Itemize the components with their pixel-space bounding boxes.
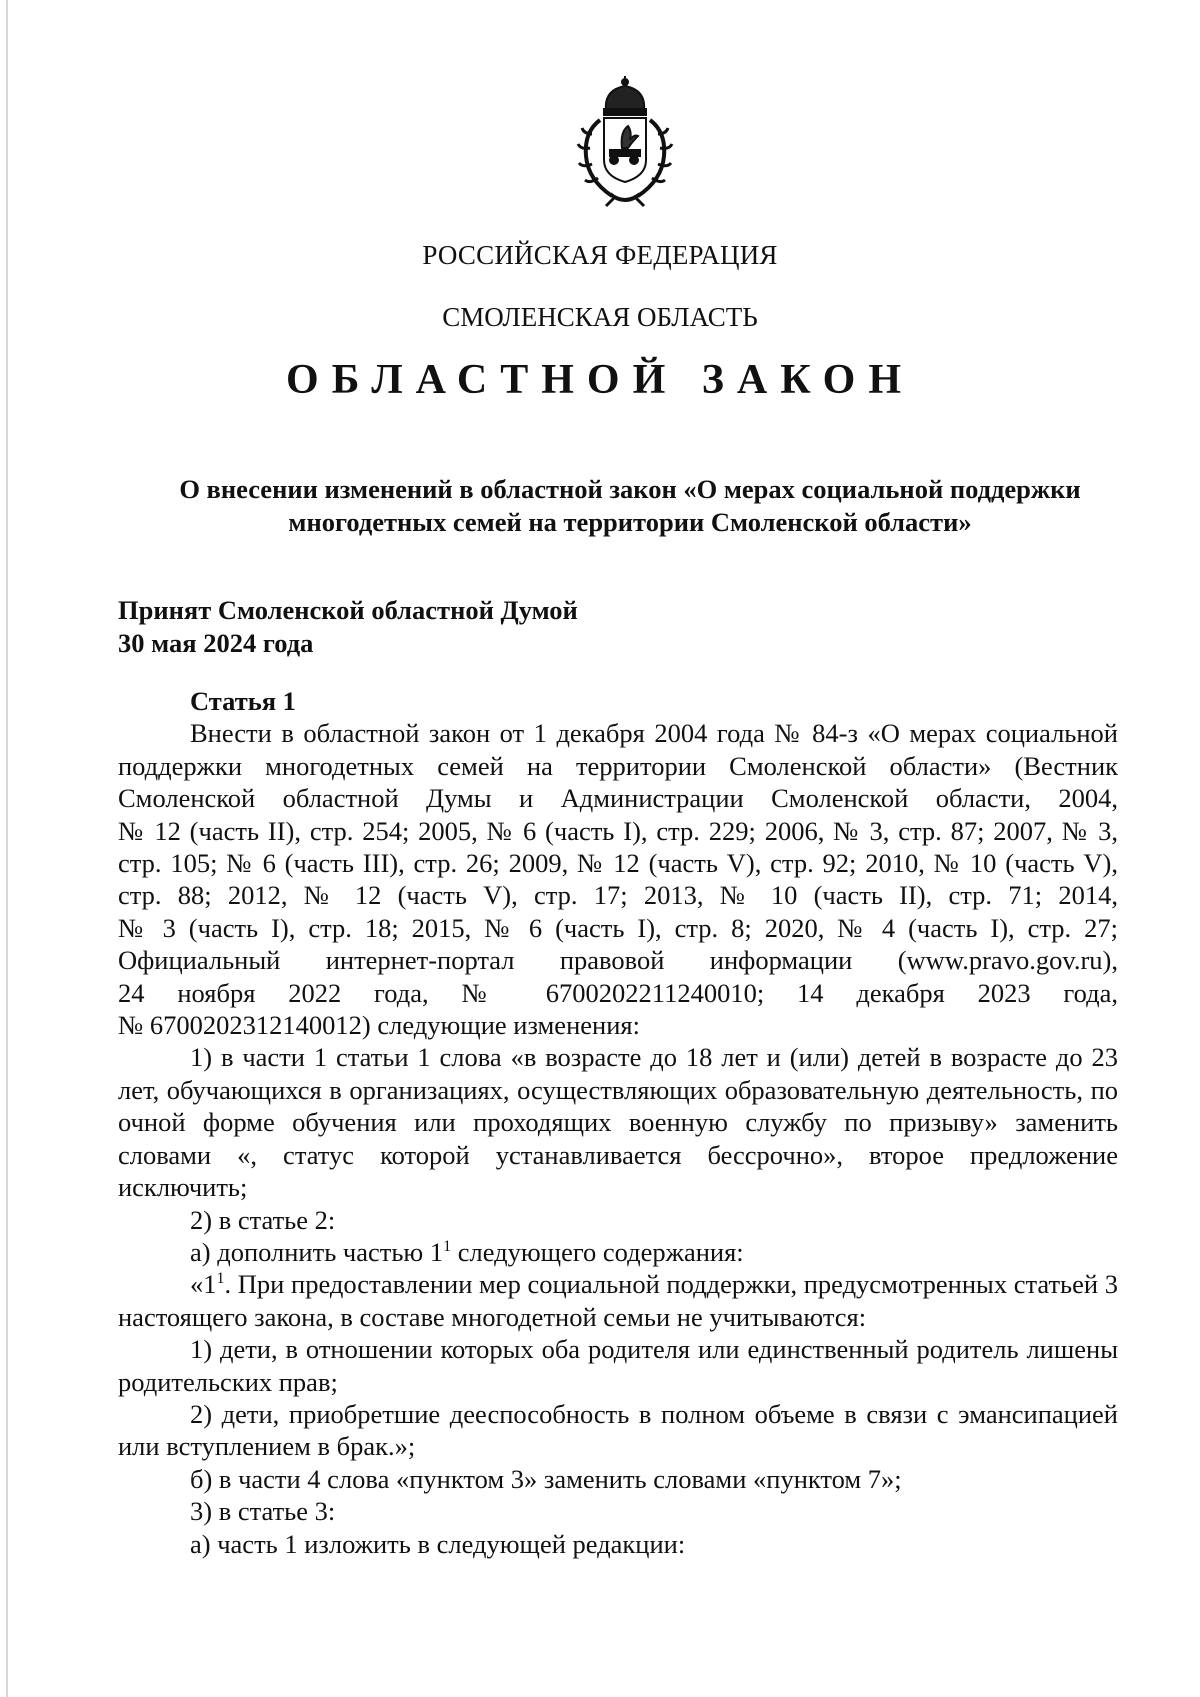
- intro-line: № 3 (часть I), стр. 18; 2015, № 6 (часть I), стр. 8; 2020, № 4 (часть I), стр. 27;: [118, 912, 1118, 943]
- intro-line: Внести в областной закон от 1 декабря 2004 года № 84-з «О мерах социальной: [190, 718, 1118, 749]
- article-intro-paragraph: [118, 717, 1118, 1041]
- intro-line: № 6700202312140012) следующие изменения:: [118, 1010, 640, 1041]
- intro-line: стр. 88; 2012, № 12 (часть V), стр. 17; 2013, № 10 (часть II), стр. 71; 2014,: [118, 880, 1118, 911]
- superscript: 1: [443, 1238, 452, 1256]
- adoption-info: [118, 594, 578, 660]
- intro-line: Смоленской областной Думы и Администрации Смоленской области, 2004,: [118, 783, 1118, 814]
- law-title-line-1: О внесении изменений в областной закон «О мерах социальной поддержки: [179, 474, 1081, 504]
- adoption-body: Принят Смоленской областной Думой: [118, 595, 578, 625]
- item-2a-text: а) дополнить частью 1: [190, 1236, 444, 1267]
- amendment-item-2b: б) в части 4 слова «пунктом 3» заменить словами «пунктом 7»;: [190, 1463, 902, 1494]
- quote-text: . При предоставлении мер социальной поддержки, предусмотренных статьей 3 настоящего закона, в составе многодетной семьи не учитываются:: [118, 1269, 1118, 1332]
- article-body: [118, 685, 1118, 1560]
- region-heading: СМОЛЕНСКАЯ ОБЛАСТЬ: [442, 302, 758, 332]
- intro-line: № 12 (часть II), стр. 254; 2005, № 6 (часть I), стр. 229; 2006, № 3, стр. 87; 2007, № 3,: [118, 815, 1118, 846]
- quote-subitem-2: 2) дети, приобретшие дееспособность в полном объеме в связи с эмансипацией или вступлением в брак.»;: [118, 1398, 1118, 1462]
- adoption-date: 30 мая 2024 года: [118, 628, 314, 658]
- amendment-item-2a: [118, 1236, 1118, 1268]
- amendment-item-1: 1) в части 1 статьи 1 слова «в возрасте до 18 лет и (или) детей в возрасте до 23 лет, обучающихся в организациях, осуществляющих образовательную деятельность, по очной форме обучения или проходящих военную службу по призыву» заменить словами «, статус которой устанавливается бессрочно», второе предложение исключить;: [118, 1042, 1118, 1203]
- quote-subitem-1: 1) дети, в отношении которых оба родителя или единственный родитель лишены родительских прав;: [118, 1334, 1118, 1397]
- quote-start: «1: [190, 1269, 217, 1300]
- article-heading: Статья 1: [190, 686, 296, 716]
- law-title-line-2: многодетных семей на территории Смоленской области»: [288, 507, 972, 537]
- document-type-heading: ОБЛАСТНОЙ ЗАКОН: [285, 357, 915, 403]
- intro-line: 24 ноября 2022 года, № 6700202211240010; 14 декабря 2023 года,: [118, 977, 1118, 1008]
- amendment-item-3a: а) часть 1 изложить в следующей редакции:: [190, 1528, 686, 1559]
- country-heading: РОССИЙСКАЯ ФЕДЕРАЦИЯ: [422, 240, 778, 270]
- law-title: [130, 473, 1130, 539]
- intro-line: поддержки многодетных семей на территории Смоленской области» (Вестник: [118, 750, 1118, 781]
- intro-line: стр. 105; № 6 (часть III), стр. 26; 2009, № 12 (часть V), стр. 92; 2010, № 10 (часть V),: [118, 848, 1118, 879]
- intro-line: Официальный интернет-портал правовой информации (www.pravo.gov.ru),: [118, 945, 1118, 976]
- superscript: 1: [216, 1270, 225, 1288]
- amendment-item-2: 2) в статье 2:: [190, 1204, 336, 1235]
- inserted-part-quote: [118, 1268, 1118, 1333]
- amendment-item-3: 3) в статье 3:: [190, 1496, 336, 1527]
- item-2a-text-end: следующего содержания:: [451, 1236, 744, 1267]
- smolensk-coat-of-arms-emblem: [570, 76, 680, 208]
